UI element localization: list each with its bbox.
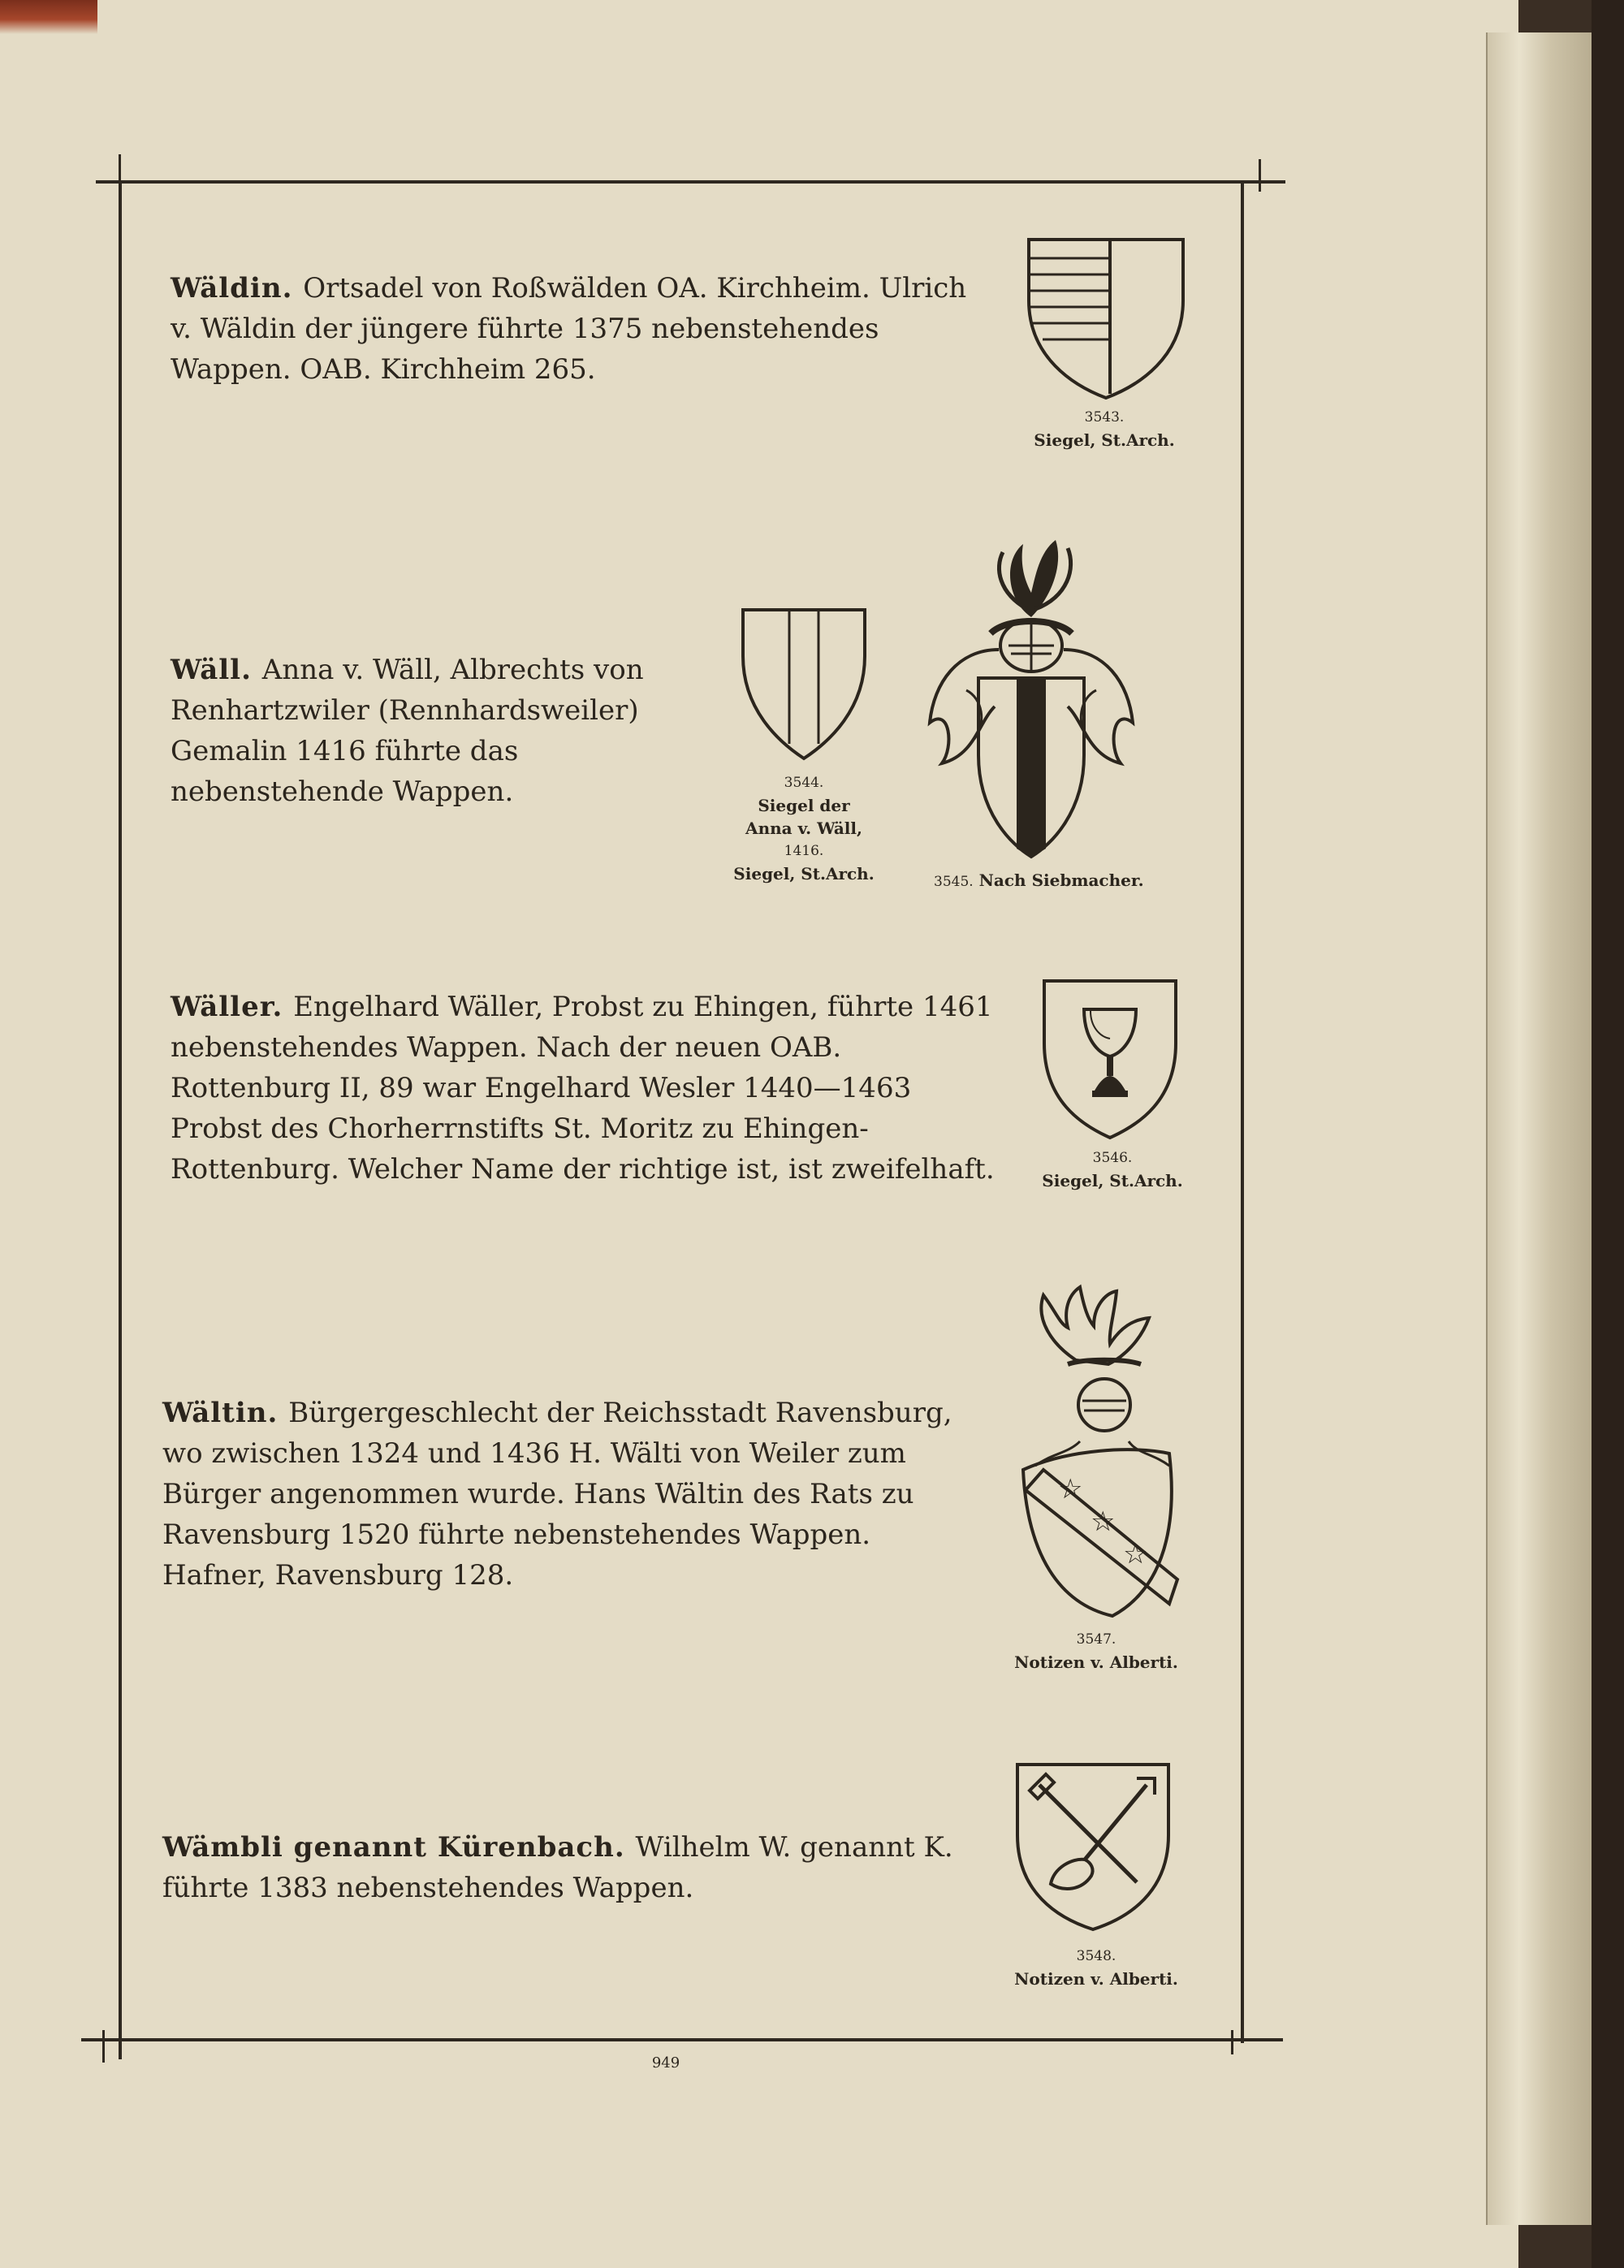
frame-top-rule (96, 180, 1285, 184)
page-edges (1486, 32, 1593, 2225)
frame-right-rule (1241, 184, 1244, 2043)
caption-line: Notizen v. Alberti. (1014, 1652, 1178, 1672)
caption-line: Siegel, St.Arch. (1042, 1171, 1183, 1190)
caption-number: 3545. (934, 874, 974, 890)
frame-top-tick-left (119, 154, 121, 187)
caption-line: Siegel, St.Arch. (733, 864, 875, 883)
frame-bottom-tick-right (1231, 2030, 1233, 2054)
torn-corner (0, 0, 97, 49)
entry-text: Wilhelm W. genannt K. führte 1383 nebenstehendes Wappen. (162, 1831, 953, 1904)
caption-number: 3544. (784, 775, 824, 791)
frame-bottom-tick-left (102, 2030, 105, 2063)
caption-line: Notizen v. Alberti. (1014, 1969, 1178, 1989)
caption-number: 3543. (1084, 409, 1125, 426)
entry-heading: Wäller. (171, 991, 294, 1023)
frame-top-tick-right (1259, 159, 1261, 192)
svg-text:☆: ☆ (1091, 1506, 1116, 1538)
coat-of-arms-3547 (1019, 1287, 1181, 1628)
caption-line: Siegel der (758, 796, 850, 815)
entry-heading: Wämbli genannt Kürenbach. (162, 1831, 636, 1864)
entry-heading: Wältin. (162, 1397, 289, 1429)
book-binding (1592, 0, 1624, 2268)
frame-left-rule (119, 184, 122, 2059)
coat-of-arms-3546 (1042, 978, 1178, 1141)
entry-waeltin (162, 1393, 966, 1596)
page-number: 949 (651, 2054, 680, 2071)
caption-line: Anna v. Wäll, (745, 819, 862, 838)
coat-of-arms-3544 (741, 607, 867, 762)
entry-waell (171, 650, 690, 812)
caption-3543 (1007, 406, 1202, 451)
frame-bottom-rule (81, 2038, 1283, 2041)
coat-of-arms-3548 (1015, 1762, 1171, 1933)
caption-3548 (999, 1945, 1194, 1990)
entry-waembli (162, 1827, 966, 1908)
caption-number: 3548. (1076, 1948, 1116, 1964)
entry-text: Ortsadel von Roßwälden OA. Kirchheim. Ulrich v. Wäldin der jüngere führte 1375 nebenstehendes Wappen. OAB. Kirchheim 265. (171, 272, 967, 386)
entry-waeller (171, 987, 1007, 1190)
entry-text: Bürgergeschlecht der Reichsstadt Ravensburg, wo zwischen 1324 und 1436 H. Wälti von Weiler zum Bürger angenommen wurde. Hans Wältin des Rats zu Ravensburg 1520 führte nebenstehendes Wappen. Hafner, Ravensburg 128. (162, 1397, 952, 1592)
entry-text: Engelhard Wäller, Probst zu Ehingen, führte 1461 nebenstehendes Wappen. Nach der neuen OAB. Rottenburg II, 89 war Engelhard Wesler 1440—1463 Probst des Chorherrnstifts St. Moritz zu Ehingen-Rottenburg. Welcher Name der richtige ist, ist zweifelhaft. (171, 991, 995, 1186)
caption-3547 (999, 1628, 1194, 1674)
entry-waeldin (171, 268, 983, 390)
caption-3544 (715, 771, 893, 885)
entry-heading: Wäldin. (171, 272, 304, 305)
entry-heading: Wäll. (171, 654, 262, 686)
caption-number: 3546. (1092, 1150, 1133, 1166)
entry-text: Anna v. Wäll, Albrechts von Renhartzwiler (Rennhardsweiler) Gemalin 1416 führte das nebenstehende Wappen. (171, 654, 644, 808)
svg-text:☆: ☆ (1058, 1473, 1083, 1506)
caption-line: Siegel, St.Arch. (1034, 430, 1175, 450)
coat-of-arms-3545 (918, 528, 1145, 869)
svg-text:☆: ☆ (1123, 1538, 1148, 1570)
caption-line: 1416. (784, 843, 824, 859)
caption-3546 (1015, 1147, 1210, 1192)
coat-of-arms-3543 (1025, 235, 1187, 406)
caption-number: 3547. (1076, 1631, 1116, 1648)
caption-line: Nach Siebmacher. (978, 870, 1144, 890)
caption-3545 (934, 869, 1145, 893)
